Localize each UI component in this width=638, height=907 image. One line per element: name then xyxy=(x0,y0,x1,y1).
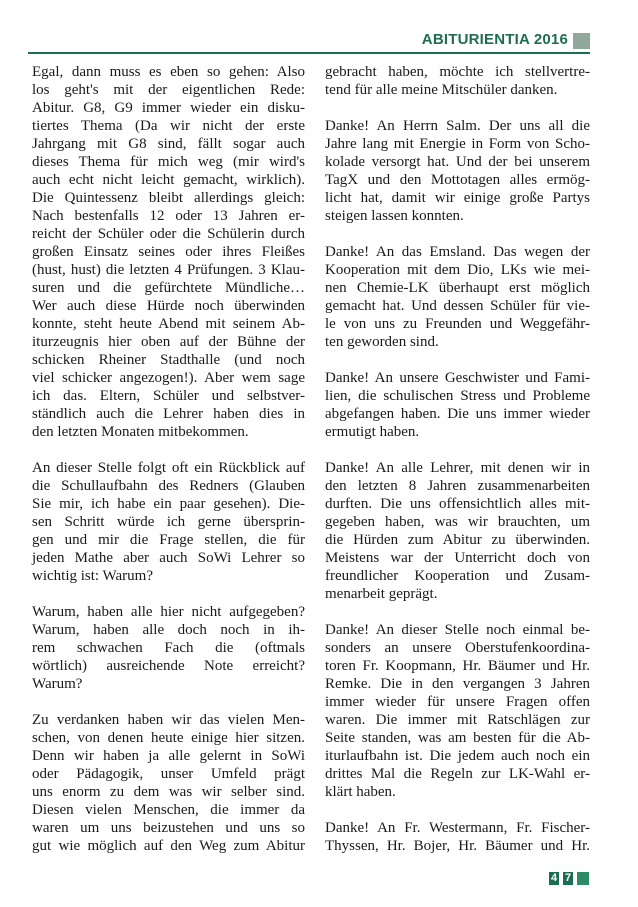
text-line: waren. Die immer mit Ratschlägen zur xyxy=(325,712,590,728)
text-line: iturlaufbahn ist. Die jedem auch noch ein xyxy=(325,748,590,764)
text-line: lien, die schulischen Stress und Probleme xyxy=(325,388,590,404)
text-line: Zu verdanken haben wir das vielen Men- xyxy=(32,712,305,728)
text-line: auch echt nicht leicht gemacht, wirklich). xyxy=(32,172,305,188)
text-line: Danke! An dieser Stelle noch einmal be- xyxy=(325,622,590,638)
text-line: durften. Die uns offensichtlich alles mit- xyxy=(325,496,590,512)
text-line: Danke! An das Emsland. Das wegen der xyxy=(325,244,590,260)
paragraph xyxy=(325,117,590,225)
text-line: klärt haben. xyxy=(325,784,396,800)
paragraph xyxy=(325,819,590,855)
text-line: waren um uns beizustehen und uns so xyxy=(32,820,305,836)
paragraph xyxy=(32,459,305,585)
text-column-right xyxy=(325,63,590,873)
text-line: immer wieder für unsere Fragen offen xyxy=(325,694,590,710)
text-line: freundlicher Kooperation und Zusam- xyxy=(325,568,590,584)
text-line: Warum? xyxy=(32,676,83,692)
text-line: le von uns zu Freunden und Weggefähr- xyxy=(325,316,590,332)
paragraph xyxy=(32,63,305,441)
text-line: suren und die gefürchtete Mündliche… xyxy=(32,280,305,296)
text-line: Danke! An unsere Geschwister und Fami- xyxy=(325,370,590,386)
text-line: TagX und den Mottotagen alles ermög- xyxy=(325,172,590,188)
text-line: gemacht hat. Und dessen Schüler für vie- xyxy=(325,298,590,314)
text-line: uns enorm zu dem was wir selber sind. xyxy=(32,784,305,800)
text-line: toren Fr. Koopmann, Hr. Bäumer und Hr. xyxy=(325,658,590,674)
page-number-digit: 7 xyxy=(564,872,572,884)
header-square-ornament xyxy=(573,33,590,49)
text-line: gebracht haben, möchte ich stellvertre- xyxy=(325,64,590,80)
text-line: Remke. Die in den vergangen 3 Jahren xyxy=(325,676,590,692)
text-line: schen, von denen heute einige hier sitzen. xyxy=(32,730,305,746)
text-line: abgefangen haben. Die uns immer wieder xyxy=(325,406,590,422)
text-line: Danke! An Fr. Westermann, Fr. Fischer- xyxy=(325,820,590,836)
text-line: Nach bestenfalls 12 oder 13 Jahren er- xyxy=(32,208,305,224)
text-line: sonders an unsere Oberstufenkoordina- xyxy=(325,640,590,656)
text-line: jeden Mathe aber auch SoWi Lehrer so xyxy=(32,550,305,566)
text-line: Sie mir, ich habe ein paar gesehen). Die- xyxy=(32,496,305,512)
text-line: Meistens war der Unterricht doch von xyxy=(325,550,590,566)
text-line: gut wie möglich auf den Weg zum Abitur xyxy=(32,838,305,854)
text-line: Abitur. G8, G9 immer wieder ein disku- xyxy=(32,100,305,116)
text-line: viel schicker angezogen!). Aber wem sage xyxy=(32,370,305,386)
text-line: wichtig ist: Warum? xyxy=(32,568,153,584)
publication-title: ABITURIENTIA 2016 xyxy=(421,31,568,48)
text-line: Seite standen, was am besten für die Ab- xyxy=(325,730,590,746)
text-line: oder Pädagogik, unser Umfeld prägt xyxy=(32,766,305,782)
text-line: sen Schritt würde ich gerne übersprin- xyxy=(32,514,305,530)
text-line: Danke! An alle Lehrer, mit denen wir in xyxy=(325,460,590,476)
text-line: Die Quintessenz bleibt allerdings gleich: xyxy=(32,190,305,206)
text-line: den letzten 8 Jahren zusammenarbeiten xyxy=(325,478,590,494)
text-line: Egal, dann muss es eben so gehen: Also xyxy=(32,64,305,80)
paragraph xyxy=(325,63,590,99)
page-number-digit: 4 xyxy=(550,872,558,884)
text-line: wörtlich) ausreichende Note erreicht? xyxy=(32,658,305,674)
paragraph xyxy=(32,603,305,693)
text-line: Jahrgang mit G8 sind, fällt sogar auch xyxy=(32,136,305,152)
paragraph xyxy=(32,711,305,855)
text-line: ermutigt haben. xyxy=(325,424,420,440)
text-line: schicken Rheiner Stadthalle (und noch xyxy=(32,352,305,368)
text-line: tiertes Thema (Da wir nicht der erste xyxy=(32,118,305,134)
paragraph xyxy=(325,243,590,351)
text-line: ich das. Eltern, Schüler und selbstver- xyxy=(32,388,305,404)
text-line: den letzten Monaten mitbekommen. xyxy=(32,424,249,440)
text-line: rem schwachen Fach die (oftmals xyxy=(32,640,305,656)
text-line: los geht's mit der eigentlichen Rede: xyxy=(32,82,305,98)
text-line: nen Chemie-LK überhaupt erst möglich xyxy=(325,280,590,296)
text-line: tend für alle meine Mitschüler danken. xyxy=(325,82,558,98)
text-line: die Schullaufbahn des Redners (Glauben xyxy=(32,478,305,494)
text-line: iturzeugnis hier oben auf der Bühne der xyxy=(32,334,305,350)
text-line: An dieser Stelle folgt oft ein Rückblick auf xyxy=(32,460,305,476)
text-line: ständlich auch die Lehrer haben dies in xyxy=(32,406,305,422)
paragraph xyxy=(325,621,590,801)
text-line: Wer auch diese Hürde noch überwinden xyxy=(32,298,305,314)
text-line: dieses Thema für mich weg (mir wird's xyxy=(32,154,305,170)
text-line: Warum, haben alle hier nicht aufgegeben? xyxy=(32,604,305,620)
text-column-left xyxy=(32,63,305,873)
header-divider xyxy=(28,52,590,54)
text-line: ten geworden sind. xyxy=(325,334,439,350)
text-line: Kooperation mit dem Dio, LKs wie mei- xyxy=(325,262,590,278)
text-line: reicht der Schüler oder die Schülerin durch xyxy=(32,226,305,242)
text-line: Denn wir haben ja alle gelernt in SoWi xyxy=(32,748,305,764)
text-line: Danke! An Herrn Salm. Der uns all die xyxy=(325,118,590,134)
text-line: steigen lassen konnten. xyxy=(325,208,464,224)
paragraph xyxy=(325,369,590,441)
text-line: drittes Mal die Regeln zur LK-Wahl er- xyxy=(325,766,590,782)
paragraph xyxy=(325,459,590,603)
text-line: großen Einsatz seines oder ihres Fleißes xyxy=(32,244,305,260)
text-line: die Hürden zum Abitur zu überwinden. xyxy=(325,532,590,548)
text-line: (hust, hust) die letzten 4 Prüfungen. 3 Klau- xyxy=(32,262,305,278)
text-line: gen und mir die Frage stellen, die für xyxy=(32,532,305,548)
page-number-end-block xyxy=(577,872,589,885)
text-line: Diesen vielen Menschen, die immer da xyxy=(32,802,305,818)
text-line: Jahre lang mit Energie in Form von Scho- xyxy=(325,136,590,152)
text-line: menarbeit geprägt. xyxy=(325,586,438,602)
text-line: Thyssen, Hr. Bojer, Hr. Bäumer und Hr. xyxy=(325,838,590,854)
text-line: konnte, steht heute Abend mit seinem Ab- xyxy=(32,316,305,332)
text-line: kolade versorgt hat. Und der bei unserem xyxy=(325,154,590,170)
text-line: Warum, haben alle doch noch in ih- xyxy=(32,622,305,638)
text-line: licht hat, damit wir einige große Partys xyxy=(325,190,590,206)
text-line: gegeben haben, was wir brauchten, um xyxy=(325,514,590,530)
